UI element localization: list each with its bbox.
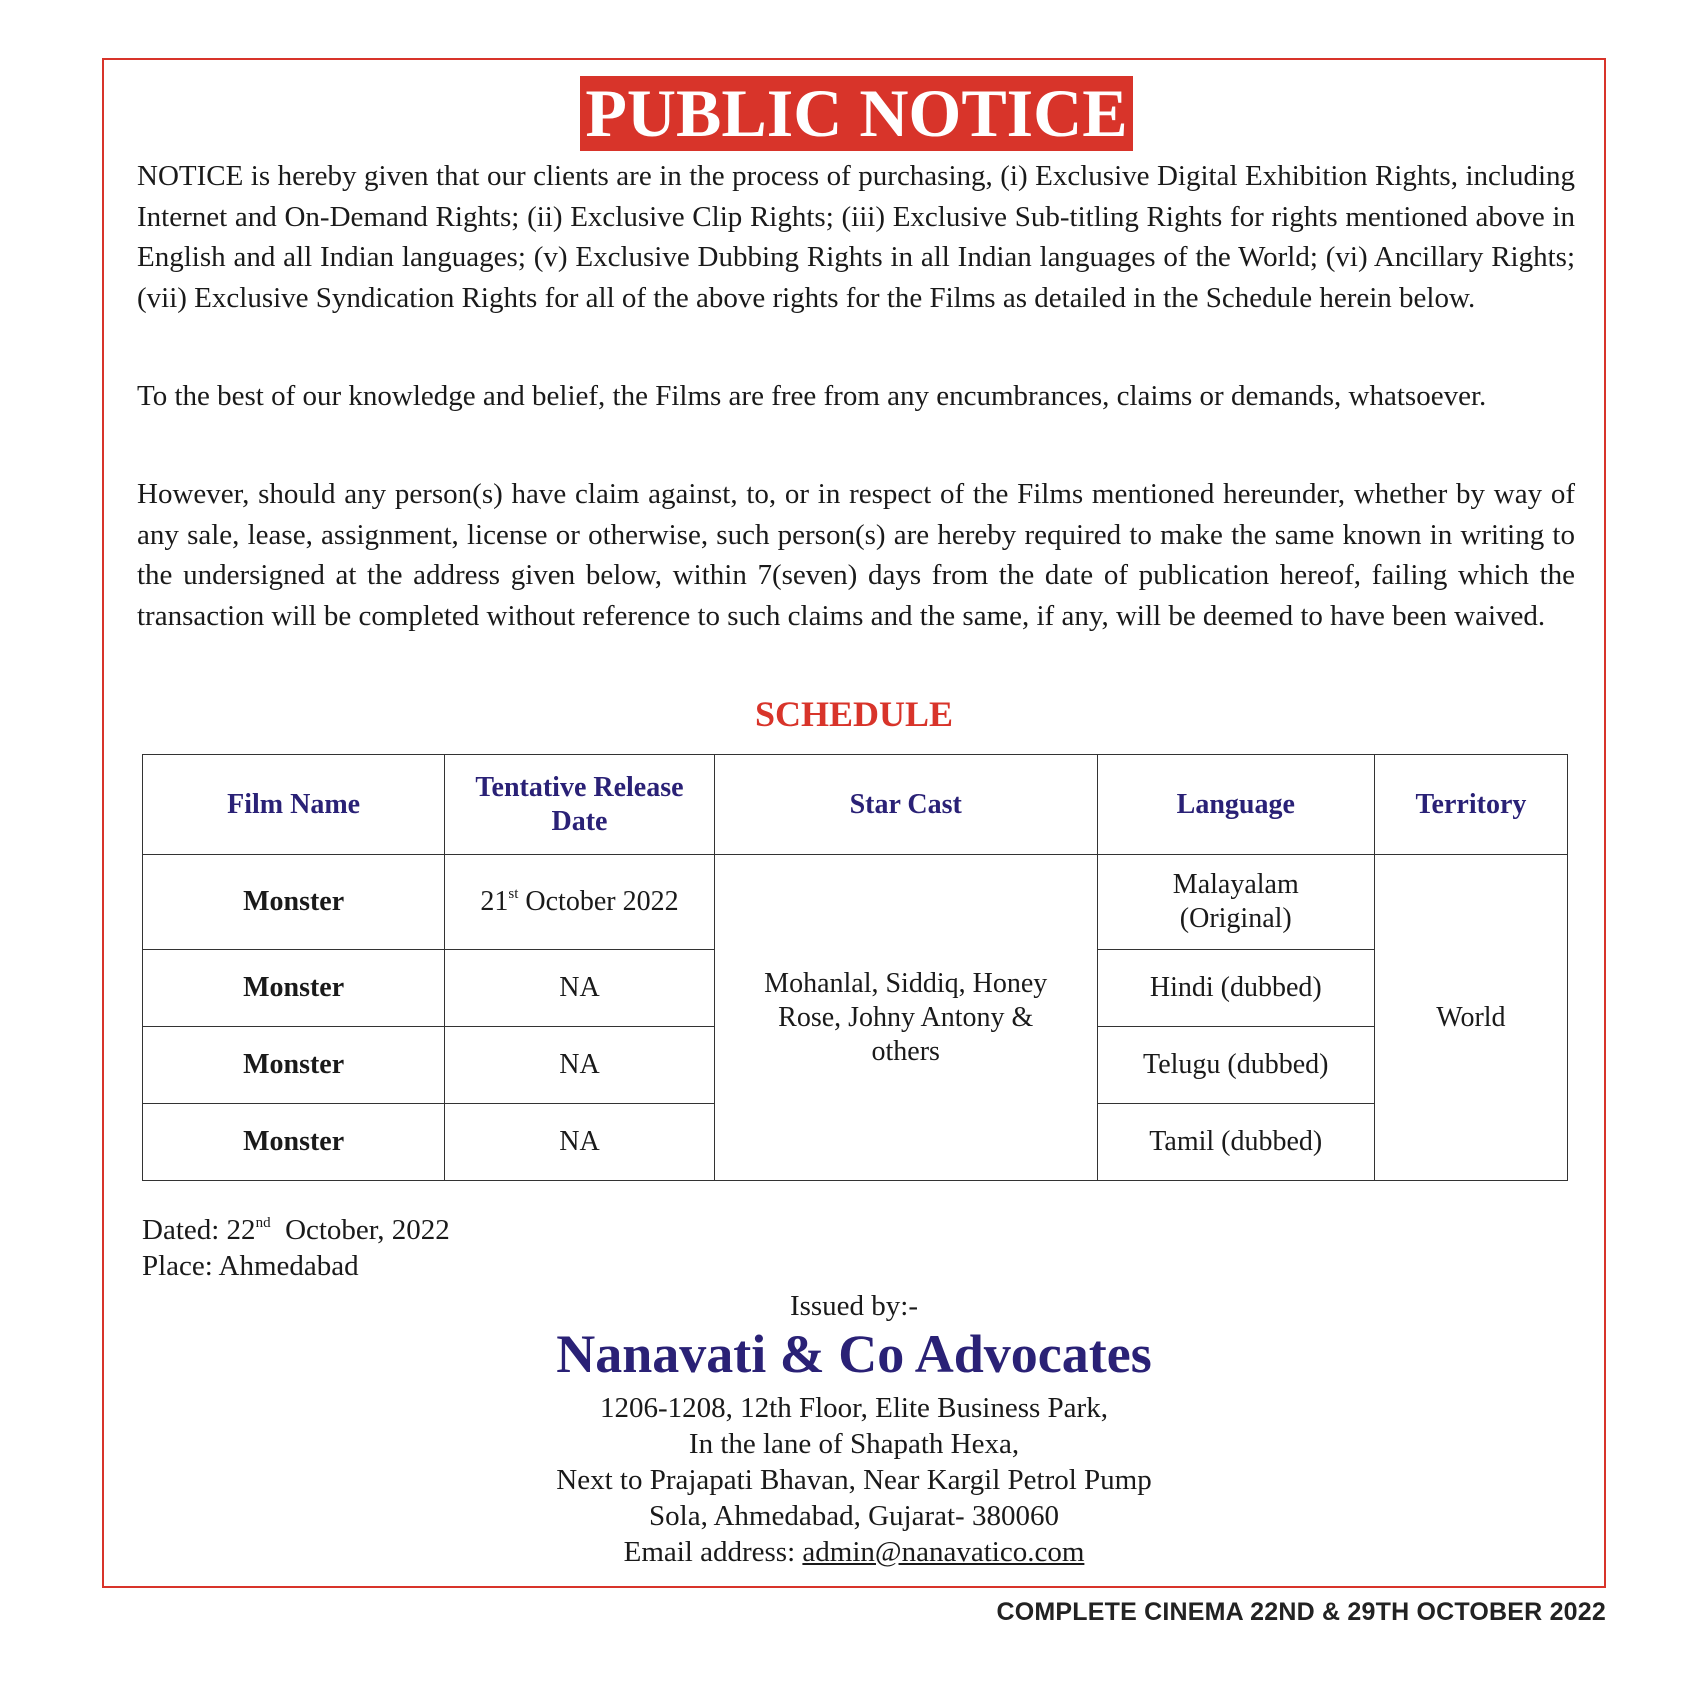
notice-paragraph-3: However, should any person(s) have claim against, to, or in respect of the Films mentioned hereunder, whether by way of any sale, lease, assignment, license or otherwise, such person(s) are hereby required to make the same known in writing to the undersigned at the address given below, within 7(seven) days from the date of publication hereof, failing which the transaction will be completed without reference to such claims and the same, if any, will be deemed to have been waived. [137, 478, 1575, 632]
address-line: In the lane of Shapath Hexa, [688, 1428, 1020, 1460]
notice-paragraph-2: To the best of our knowledge and belief, the Films are free from any encumbrances, claims or demands, whatsoever. [137, 380, 1487, 412]
notice-paragraph-1: NOTICE is hereby given that our clients are in the process of purchasing, (i) Exclusive Digital Exhibition Rights, including Internet and On-Demand Rights; (ii) Exclusive Clip Rights; (iii) Exclusive Sub-titling Rights for rights mentioned above in English and all Indian languages; (v) Exclusive Dubbing Rights in all Indian languages of the World; (vi) Ancillary Rights; (vii) Exclusive Syndication Rights for all of the above rights for the Films as detailed in the Schedule herein below. [137, 160, 1575, 314]
star-cast-cell: Mohanlal, Siddiq, Honey Rose, Johny Antony & others [714, 855, 1097, 1181]
release-date-cell: NA [445, 950, 715, 1027]
dated-line: Dated: 22nd October, 2022 [142, 1214, 450, 1246]
release-date-cell: 21st October 2022 [445, 855, 715, 950]
film-name-cell: Monster [143, 950, 445, 1027]
place-line: Place: Ahmedabad [142, 1250, 359, 1282]
language-cell: Telugu (dubbed) [1097, 1027, 1374, 1104]
language-cell: Tamil (dubbed) [1097, 1104, 1374, 1181]
notice-frame [102, 58, 1606, 1588]
release-date-cell: NA [445, 1027, 715, 1104]
header-film-name: Film Name [143, 755, 445, 855]
address-line: Next to Prajapati Bhavan, Near Kargil Petrol Pump [556, 1464, 1152, 1496]
film-name-cell: Monster [143, 1027, 445, 1104]
film-name-cell: Monster [143, 1104, 445, 1181]
notice-title: PUBLIC NOTICE [580, 76, 1133, 151]
language-cell: Malayalam (Original) [1097, 855, 1374, 950]
issued-by-label: Issued by:- [789, 1290, 919, 1322]
header-star-cast: Star Cast [714, 755, 1097, 855]
release-date-cell: NA [445, 1104, 715, 1181]
address-block [104, 1390, 1604, 1570]
header-territory: Territory [1374, 755, 1567, 855]
table-row [143, 855, 1568, 950]
language-cell: Hindi (dubbed) [1097, 950, 1374, 1027]
header-language: Language [1097, 755, 1374, 855]
dated-block [142, 1212, 450, 1284]
film-name-cell: Monster [143, 855, 445, 950]
address-line: 1206-1208, 12th Floor, Elite Business Park, [600, 1392, 1108, 1424]
territory-cell: World [1374, 855, 1567, 1181]
email-link[interactable]: admin@nanavatico.com [802, 1536, 1085, 1568]
schedule-table [142, 754, 1568, 1181]
header-release-date: Tentative Release Date [445, 755, 715, 855]
firm-name: Nanavati & Co Advocates [556, 1324, 1152, 1384]
email-line: Email address: admin@nanavatico.com [623, 1536, 1085, 1568]
schedule-title: SCHEDULE [754, 694, 954, 734]
address-line: Sola, Ahmedabad, Gujarat- 380060 [649, 1500, 1059, 1532]
table-header-row [143, 755, 1568, 855]
publication-footer: COMPLETE CINEMA 22ND & 29TH OCTOBER 2022 [996, 1598, 1606, 1626]
